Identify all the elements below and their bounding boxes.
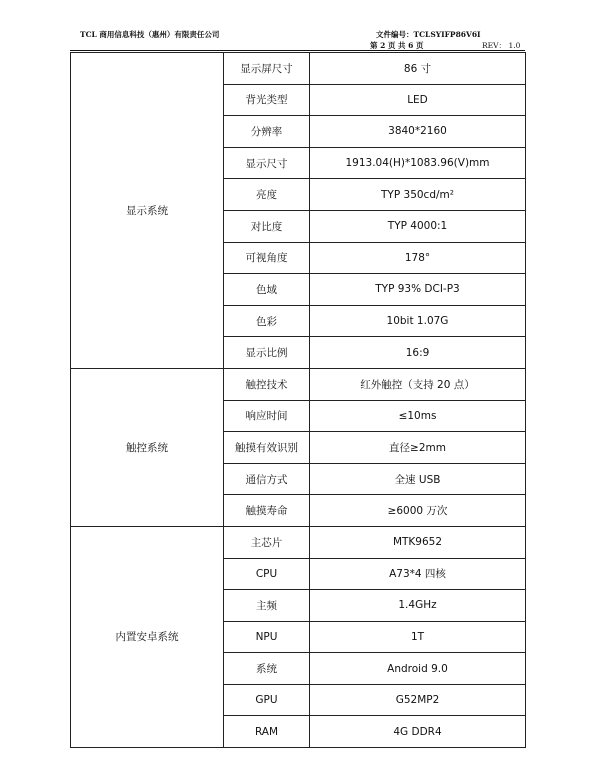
value-cell: 178° [310, 242, 526, 274]
parameter-cell: 背光类型 [224, 84, 310, 116]
spec-table [70, 52, 526, 748]
value-cell: 红外触控（支持 20 点） [310, 368, 526, 400]
parameter-cell: NPU [224, 621, 310, 653]
value-cell: TYP 350cd/m² [310, 179, 526, 211]
value-cell: 3840*2160 [310, 116, 526, 148]
parameter-cell: 触摸寿命 [224, 495, 310, 527]
value-cell: 16:9 [310, 337, 526, 369]
document-number [376, 29, 481, 40]
parameter-cell: 触摸有效识别 [224, 432, 310, 464]
value-cell: Android 9.0 [310, 653, 526, 685]
page-number: 第 2 页 共 6 页 [370, 41, 424, 50]
parameter-cell: 响应时间 [224, 400, 310, 432]
company-name: TCL 商用信息科技（惠州）有限责任公司 [80, 30, 220, 39]
value-cell: LED [310, 84, 526, 116]
table-row [71, 526, 526, 558]
value-cell: TYP 93% DCI-P3 [310, 274, 526, 306]
value-cell: 1.4GHz [310, 590, 526, 622]
table-row [71, 368, 526, 400]
parameter-cell: 显示屏尺寸 [224, 53, 310, 85]
parameter-cell: 显示尺寸 [224, 147, 310, 179]
parameter-cell: 主芯片 [224, 526, 310, 558]
document-header [70, 0, 525, 52]
value-cell: 1T [310, 621, 526, 653]
parameter-cell: 亮度 [224, 179, 310, 211]
parameter-cell: 色彩 [224, 305, 310, 337]
parameter-cell: 显示比例 [224, 337, 310, 369]
value-cell: 86 寸 [310, 53, 526, 85]
parameter-cell: GPU [224, 684, 310, 716]
section-name-cell: 内置安卓系统 [71, 526, 224, 747]
parameter-cell: 对比度 [224, 210, 310, 242]
value-cell: 1913.04(H)*1083.96(V)mm [310, 147, 526, 179]
value-cell: A73*4 四核 [310, 558, 526, 590]
value-cell: 4G DDR4 [310, 716, 526, 748]
value-cell: 全速 USB [310, 463, 526, 495]
parameter-cell: 系统 [224, 653, 310, 685]
spec-table-body [71, 53, 526, 748]
value-cell: 直径≥2mm [310, 432, 526, 464]
value-cell: MTK9652 [310, 526, 526, 558]
value-cell: 10bit 1.07G [310, 305, 526, 337]
header-divider [70, 50, 525, 51]
value-cell: ≤10ms [310, 400, 526, 432]
parameter-cell: 触控技术 [224, 368, 310, 400]
parameter-cell: CPU [224, 558, 310, 590]
table-row [71, 53, 526, 85]
revision-value: 1.0 [508, 41, 521, 50]
value-cell: TYP 4000:1 [310, 210, 526, 242]
section-name-cell: 显示系统 [71, 53, 224, 369]
parameter-cell: 可视角度 [224, 242, 310, 274]
parameter-cell: 通信方式 [224, 463, 310, 495]
section-name-cell: 触控系统 [71, 368, 224, 526]
document-number-label: 文件编号： [376, 30, 414, 39]
document-number-value: TCLSYIFP86V6I [413, 30, 481, 39]
parameter-cell: 色域 [224, 274, 310, 306]
value-cell: G52MP2 [310, 684, 526, 716]
parameter-cell: 主频 [224, 590, 310, 622]
parameter-cell: 分辨率 [224, 116, 310, 148]
revision-label: REV： [482, 41, 507, 50]
value-cell: ≥6000 万次 [310, 495, 526, 527]
parameter-cell: RAM [224, 716, 310, 748]
